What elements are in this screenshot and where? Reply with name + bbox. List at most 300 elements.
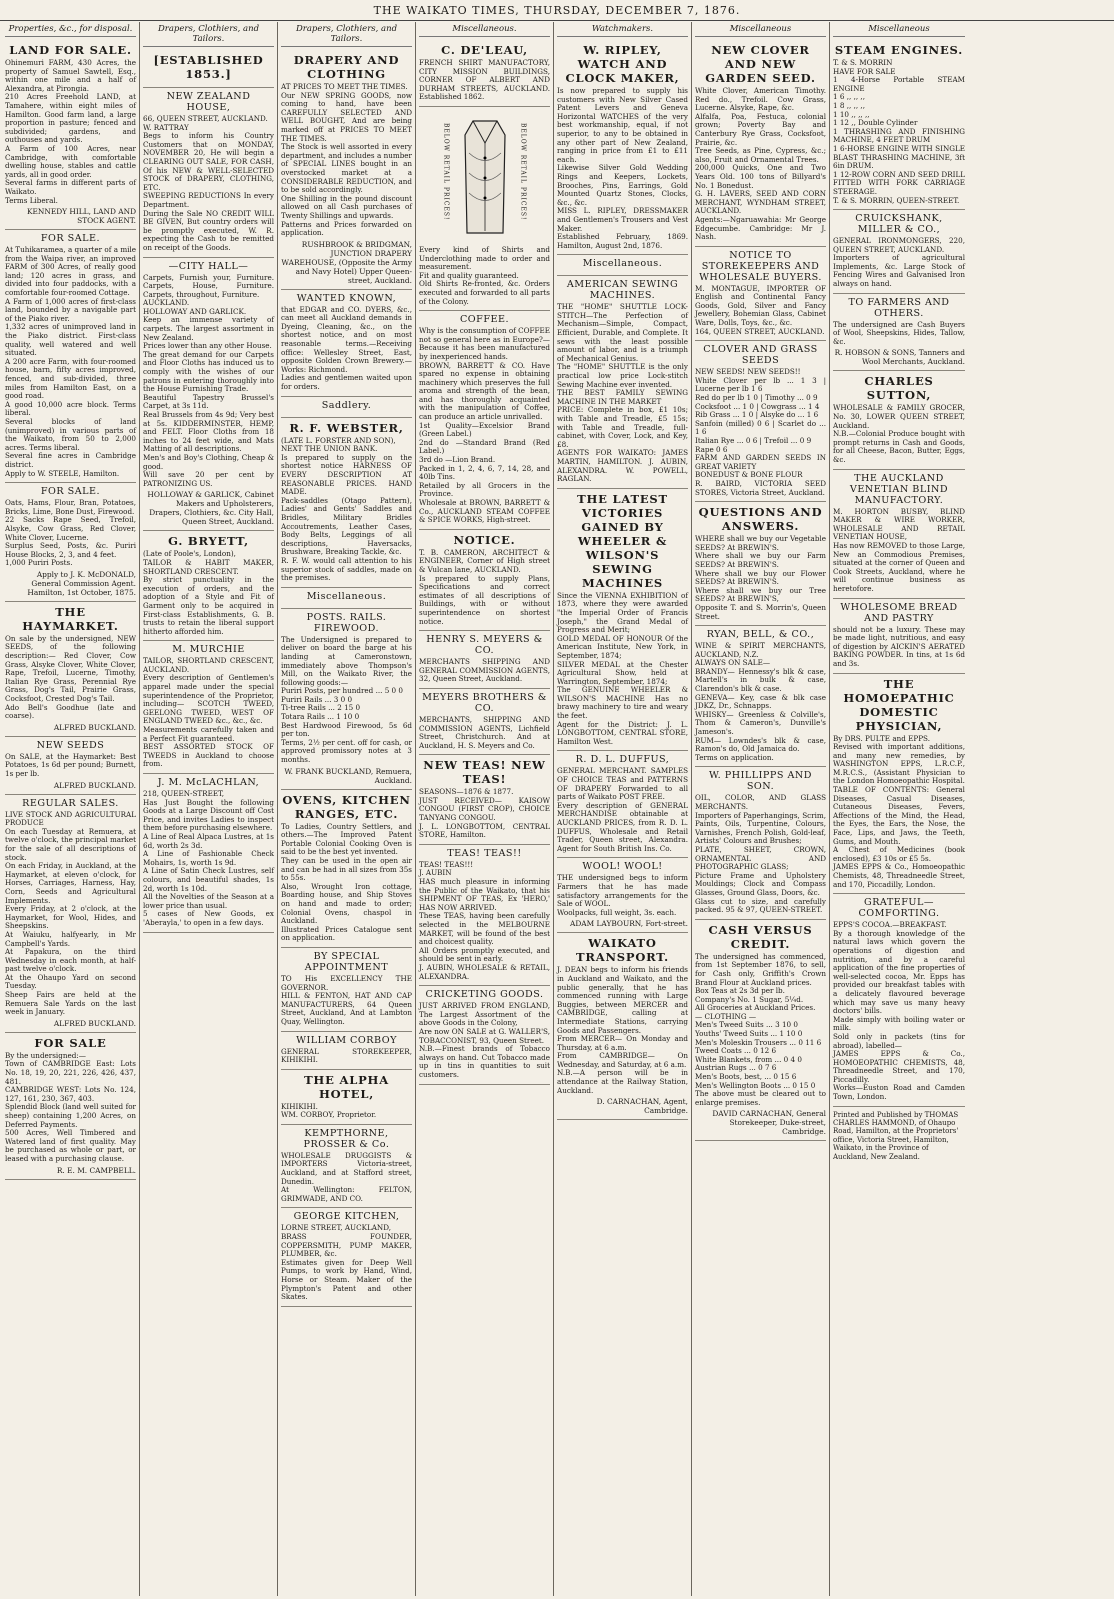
advertisement-title: THE LATEST VICTORIES GAINED BY WHEELER & WILSON'S SEWING MACHINES	[577, 491, 668, 590]
column-4	[416, 22, 554, 1596]
advertisement-text: A Line of Real Alpaca Lustres, at 1s 6d, worth 2s 3d.	[143, 831, 274, 850]
advertisement-text: A Chest of Medicines (book enclosed), £3 10s or £5 5s.	[833, 845, 965, 863]
advertisement	[833, 210, 965, 294]
advertisement	[281, 790, 412, 948]
advertisement-text: Also, Wrought Iron cottage, Boarding house, and Ship Stoves on hand and made to order; Colonial Ovens, chaspol in Auckland.	[281, 881, 412, 926]
advertisement-title: FOR SALE.	[40, 486, 101, 498]
advertisement-title: THE ALPHA HOTEL,	[304, 1072, 389, 1101]
advertisement	[695, 767, 826, 919]
advertisement-text: Austrian Rugs ... 0 7 6	[695, 1063, 777, 1073]
advertisement-text: Ti-tree Rails ... 2 15 0	[281, 703, 361, 713]
advertisement-text: Ohinemuri FARM, 430 Acres, the property of Samuel Sawtell, Esq., within one mile and a half of Alexandra, at Pirongia.	[5, 58, 136, 93]
advertisement	[281, 1032, 412, 1070]
advertisement	[557, 255, 688, 276]
advertisement-text: During the Sale NO CREDIT WILL BE GIVEN, But country orders will be promptly executed, W. R. expecting the Cash to be remitted on receipt of the Goods.	[143, 208, 274, 252]
advertisement-text: JAMES EPPS & Co., HOMOEOPATHIC CHEMISTS, 48, Threadneedle Street, and 170, Piccadilly.	[833, 1049, 965, 1084]
advertisement	[419, 631, 550, 689]
advertisement-text: Best Hardwood Firewood, 5s 6d per ton.	[281, 720, 412, 739]
advertisement-text: M. HORTON BUSBY, BLIND MAKER & WIRE WORKER, WHOLESALE AND RETAIL VENETIAN HOUSE,	[833, 506, 965, 542]
advertisement-signature: R. E. M. CAMPBELL.	[56, 1165, 136, 1175]
advertisement-text: Every Friday, at 2 o'clock, at the Haymarket, for Wool, Hides, and Sheepskins.	[5, 904, 136, 931]
advertisement-text: MISS L. RIPLEY, DRESSMAKER and Gentlemen's Trousers and Vest Maker.	[557, 206, 688, 233]
advertisement-text: 500 Acres, Well Timbered and Watered land of first quality. May be purchased as whole or part, or leased with a purchasing clause.	[5, 1128, 136, 1163]
advertisement-text: TAILOR, SHORTLAND CRESCENT, AUCKLAND.	[143, 656, 274, 674]
advertisement-text: A Farm of 100 Acres, near Cambridge, with comfortable dwelling house, stables and cattle yards, all in good order.	[5, 143, 136, 179]
advertisement-text: 1 6 ,, ,, ,,	[833, 92, 865, 102]
advertisement-text: WM. CORBOY, Proprietor.	[281, 1110, 377, 1120]
advertisement-text: WHISKY— Greenless & Colville's, Thom & Cameron's, Dunville's Jameson's.	[695, 709, 826, 737]
advertisement	[419, 845, 550, 986]
advertisement-text: Are now ON SALE at G. WALLER'S, TOBACCONIST, 93, Queen Street.	[419, 1026, 550, 1045]
advertisement	[281, 418, 412, 588]
advertisement-text: Importers of Paperhangings, Scrim, Paints, Oils, Turpentine, Colours, Varnishes, French Polish, Gold-leaf, Artists' Colours and Brushes;	[695, 810, 826, 846]
advertisement-text: Patterns and Prices forwarded on application.	[281, 219, 412, 238]
advertisement-text: White Clover, American Timothy. Red do., Trefoil. Cow Grass, Lucerne. Alsyke, Rape, &c.	[695, 86, 826, 113]
advertisement-text: Pack-saddles (Otago Pattern), Ladies' and Gents' Saddles and Bridles, Military Bridles Accoutrements, Leather Cases, Body Belts, Leggings of all descriptions, Haversacks, Brushware, Breaking Tackle, &c.	[281, 495, 412, 557]
advertisement-text: OIL, COLOR, AND GLASS MERCHANTS.	[695, 793, 826, 811]
advertisement-title: W. PHILLIPPS AND SON.	[709, 770, 812, 793]
advertisement-text: GOLD MEDAL OF HONOUR Of the American Institute, New York, in September, 1874;	[557, 633, 688, 660]
printer-imprint: Printed and Published by THOMAS CHARLES HAMMOND, of Ohaupo Road, Hamilton, at the Proprietors' office, Victoria Street, Hamilton, Waikato, in the Province of Auckland, New Zealand.	[833, 1110, 959, 1161]
advertisement-text: J. L. LONGBOTTOM, CENTRAL STORE, Hamilton.	[419, 821, 550, 840]
advertisement-text: Apply to W. STEELE, Hamilton.	[5, 468, 120, 478]
advertisement-title: WAIKATO TRANSPORT.	[576, 936, 669, 965]
advertisement-text: These TEAS, having been carefully selected in the MELBOURNE MARKET, will be found of the best and choicest quality.	[419, 911, 550, 947]
advertisement-text: Glass cut to size, and carefully packed. 95 & 97, QUEEN-STREET.	[695, 896, 826, 915]
advertisement-text: All the Novelties of the Season at a lower price than usual.	[143, 892, 274, 910]
advertisement-text: 1,000 Puriri Posts.	[5, 558, 73, 568]
advertisement-text: N.B.—Colonial Produce bought with prompt returns in Cash and Goods, for all Cheese, Bacon, Butter, Eggs, &c.	[833, 429, 965, 464]
advertisement-columns	[2, 22, 1112, 1596]
advertisement-text: To Ladies, Country Settlers, and others.—The Improved Patent Portable Colonial Cooking Oven is said to be the best yet invented.	[281, 821, 412, 857]
advertisement-text: A Farm of 1,000 acres of first-class land, bounded by a navigable part of the Piako river.	[5, 296, 136, 323]
advertisement-text: Ado Bell's Goodhue (late and coarse).	[5, 702, 136, 721]
advertisement-text: SWEEPING REDUCTIONS In every Department.	[143, 191, 274, 209]
advertisement	[419, 530, 550, 631]
column-heading: Miscellaneous	[695, 22, 826, 37]
advertisement-signature: HOLLOWAY & GARLICK, Cabinet Makers and Upholsterers, Drapers, Clothiers, &c. City Hall, Queen Street, Auckland.	[147, 490, 274, 527]
advertisement-text: 1 10 ,, ,, ,,	[833, 109, 870, 119]
advertisement-text: Likewise Silver Gold Wedding Rings and Keepers, Lockets, Brooches, Pins, Earrings, Gold Mounted Quartz Stones, Clocks, &c., &c.	[557, 163, 688, 207]
advertisement-text: Retailed by all Grocers in the Province.	[419, 480, 550, 499]
advertisement-text: Rape 0 6	[695, 444, 728, 454]
advertisement-title: W. RIPLEY, WATCH AND CLOCK MAKER,	[565, 43, 680, 85]
advertisement	[281, 50, 412, 290]
advertisement-text: 1 4-Horse Portable STEAM ENGINE	[833, 75, 965, 93]
advertisement-text: 66, QUEEN STREET, AUCKLAND.	[143, 114, 268, 123]
shirt-illustration	[443, 113, 527, 243]
advertisement-text: TEAS! TEAS!!!	[419, 859, 474, 869]
column-heading: Properties, &c., for disposal.	[5, 22, 136, 37]
advertisement-text: Italian Rye ... 0 6 | Trefoil ... 0 9	[695, 436, 812, 445]
advertisement-signature: ALFRED BUCKLAND.	[53, 722, 136, 732]
advertisement-title: CLOVER AND GRASS SEEDS	[703, 344, 818, 367]
column-3	[278, 22, 416, 1596]
advertisement-text: Why is the consumption of COFFEE not so general here as in Europe?—Because it has been manufactured by inexperienced hands.	[419, 326, 550, 361]
advertisement-text: AGENTS FOR WAIKATO: JAMES MARTIN, HAMILTON. J. AUBIN, ALEXANDRA. W. POWELL, RAGLAN.	[557, 448, 688, 484]
advertisement	[281, 588, 412, 609]
advertisement-title: COFFEE.	[459, 314, 510, 326]
advertisement-text: Company's No. 1 Sugar, 5¼d.	[695, 994, 804, 1004]
advertisement-text: TO His EXCELLENCY THE GOVERNOR.	[281, 973, 412, 992]
advertisement-text: J. AUBIN	[419, 868, 452, 878]
advertisement-text: On SALE, at the Haymarket: Best Potatoes, 1s 6d per pound; Burnett, 1s per lb.	[5, 751, 136, 778]
advertisement-title: C. DE'LEAU,	[441, 43, 528, 57]
advertisement-text: Alfalfa, Poa, Festuca, colonial grown; Poverty Bay and Canterbury Rye Grass, Cocksfoot, Prairie, &c.	[695, 111, 826, 147]
column-1	[2, 22, 140, 1596]
advertisement-text: Every description of GENERAL MERCHANDISE obtainable at AUCKLAND PRICES, from R. D. L. DUFFUS, Wholesale and Retail Trader, Queen street, Alexandra. Agent for South British Ins. Co.	[557, 800, 688, 853]
advertisement-title: HENRY S. MEYERS & CO.	[426, 634, 543, 657]
advertisement	[557, 40, 688, 255]
advertisement	[143, 531, 274, 641]
advertisement-title: WOOL! WOOL!	[582, 861, 663, 873]
advertisement-text: GENERAL STOREKEEPER, KIHIKIHI.	[281, 1046, 412, 1065]
advertisement-title: NEW CLOVER AND NEW GARDEN SEED.	[705, 43, 816, 85]
advertisement-text: Tweed Coats ... 0 12 6	[695, 1046, 777, 1056]
column-heading: Miscellaneous.	[419, 22, 550, 37]
advertisement-text: Is prepared to supply on the shortest notice HARNESS OF EVERY DESCRIPTION AT REASONABLE PRICES. HAND MADE.	[281, 452, 412, 497]
advertisement-text: BONEDUST & BONE FLOUR	[695, 470, 803, 480]
advertisement-text: Has Just Bought the following Goods at a Large Discount off Cost Price, and invites Ladies to inspect them before purchasing elsewhere.	[143, 797, 274, 833]
advertisement-text: HILL & FENTON, HAT AND CAP MANUFACTURERS, 64 Queen Street, Auckland, And at Lambton Quay, Wellington.	[281, 991, 412, 1026]
advertisement-text: 210 Acres Freehold LAND, at Tamahere, within eight miles of Hamilton. Good farm land, a large proportion in pasture; fenced and subdivided; gardens, and outhouses and yards.	[5, 92, 136, 145]
advertisement	[419, 107, 550, 311]
advertisement-text: (LATE L. FORSTER AND SON),	[281, 435, 396, 445]
advertisement-text: All Orders promptly executed, and should be sent in early.	[419, 945, 550, 964]
advertisement	[143, 641, 274, 774]
advertisement-text: FARM AND GARDEN SEEDS IN GREAT VARIETY	[695, 453, 826, 471]
advertisement-text: 1 12-ROW CORN AND SEED DRILL FITTED WITH FORK CARRIAGE STEERAGE.	[833, 169, 965, 196]
advertisement-title: TO FARMERS AND OTHERS.	[848, 296, 950, 319]
advertisement-text: 1 8 ,, ,, ,,	[833, 100, 865, 110]
advertisement	[419, 986, 550, 1084]
advertisement-title: THE HAYMARKET.	[22, 604, 119, 633]
advertisement-text: The above must be cleared out to enlarge premises.	[695, 1089, 826, 1107]
advertisement-text: M. MONTAGUE, IMPORTER OF English and Continental Fancy Goods, Gold, Silver and Fancy Jewellery, Bohemian Glass, Cabinet Ware, Dolls, Toys, &c., &c.	[695, 283, 826, 328]
advertisement-title: J. M. McLACHLAN,	[157, 777, 260, 788]
advertisement	[833, 294, 965, 372]
advertisement-text: RUM— Lowndes's blk & case, Ramon's do, Old Jamaica do.	[695, 735, 826, 754]
advertisement-text: Men's Tweed Suits ... 3 10 0	[695, 1020, 798, 1030]
advertisement-title: Miscellaneous.	[306, 590, 387, 602]
advertisement-text: Agent for the District: J. L. LONGBOTTOM, CENTRAL STORE, Hamilton West.	[557, 719, 688, 746]
advertisement-text: Box Teas at 2s 3d per lb.	[695, 986, 785, 996]
advertisement-text: LIVE STOCK AND AGRICULTURAL PRODUCE	[5, 809, 136, 828]
column-heading: Miscellaneous	[833, 22, 965, 37]
advertisement-text: On sale by the undersigned, NEW SEEDS, of the following description:— Red Clover, Cow Grass, Alsyke Clover, White Clover, Rape, Trefoil, Lucerne, Timothy, Italian Rye Grass, Perennial Rye Grass, Dog's Tail, Prairie Grass, Cocksfoot, Crested Dog's Tail.	[5, 633, 136, 704]
advertisement-title: DRAPERY AND CLOTHING	[293, 53, 400, 81]
advertisement-text: All Groceries at Auckland Prices.	[695, 1003, 816, 1013]
advertisement-signature: W. FRANK BUCKLAND, Remuera, Auckland.	[284, 766, 412, 785]
column-5	[554, 22, 692, 1596]
advertisement	[695, 626, 826, 767]
advertisement	[143, 774, 274, 933]
advertisement-text: 1st Quality—Excelsior Brand (Green Label.)	[419, 420, 550, 439]
advertisement-text: GENERAL MERCHANT. SAMPLES OF CHOICE TEAS and PATTERNS OF DRAPERY Forwarded to all parts of Waikato POST FREE.	[557, 766, 688, 802]
advertisement-text: BEST ASSORTED STOCK OF TWEEDS in Auckland to choose from.	[143, 742, 274, 769]
advertisement-text: Men's Wellington Boots ... 0 15 0	[695, 1080, 816, 1090]
advertisement-title: QUESTIONS AND ANSWERS.	[698, 505, 823, 534]
advertisement-text: Carpets, Furnish your, Furniture. Carpets, House, Furniture. Carpets, throughout, Furniture.	[143, 272, 274, 299]
advertisement	[281, 397, 412, 418]
advertisement-title: WILLIAM CORBOY	[296, 1034, 397, 1046]
advertisement-text: should not be a luxury. These may be made light, nutritious, and easy of digestion by AICKIN'S AERATED BAKING POWDER. In tins, at 1s 6d and 3s.	[833, 624, 965, 668]
advertisement-text: 2nd do —Standard Brand (Red Label.)	[419, 437, 550, 456]
advertisement-text: Established February, 1869. Hamilton, August 2nd, 1876.	[557, 232, 688, 250]
advertisement-text: Is prepared to supply Plans, Specifications and correct estimates of all descriptions of Buildings, with or without superintendence on shortest notice.	[419, 573, 550, 626]
advertisement-text: BRANDY— Hennessy's blk & case, Martell's in bulk & case, Clarendon's blk & case.	[695, 666, 826, 694]
advertisement-title: THE AUCKLAND VENETIAN BLIND MANUFACTORY.	[849, 472, 949, 506]
advertisement-text: Sold only in packets (tins for abroad), labelled—	[833, 1031, 965, 1050]
advertisement-text: 3rd do —Lion Brand.	[419, 455, 496, 465]
advertisement-text: Will save 20 per cent by PATRONIZING US.	[143, 470, 274, 488]
advertisement-title: NOTICE.	[453, 532, 516, 547]
advertisement-text: Agents:—Ngaruawahia: Mr George Edgecumbe. Cambridge: Mr J. Nash.	[695, 214, 826, 242]
advertisement-title: FOR SALE	[34, 1035, 107, 1050]
advertisement-text: Importers of agricultural Implements, &c. Large Stock of Fencing Wires and Galvanised Iron always on hand.	[833, 253, 965, 289]
advertisement-text: Town of CAMBRIDGE East: Lots No. 18, 19, 20, 221, 226, 426, 437, 481.	[5, 1059, 136, 1086]
advertisement-text: W. RATTRAY	[143, 122, 189, 132]
advertisement-text: BROWN, BARRETT & CO. Have spared no expense in obtaining machinery which preserves the full aroma and strength of the bean, and has thoroughly acquainted with the manipulation of Coffee, can produce an article unrivalled.	[419, 360, 550, 422]
advertisement-text: THE BEST FAMILY SEWING MACHINE IN THE MARKET	[557, 388, 688, 406]
advertisement-text: Beautiful Tapestry Brussel's Carpet, at 3s 11d.	[143, 392, 274, 411]
column-6	[692, 22, 830, 1596]
advertisement-text: — CLOTHING —	[695, 1011, 757, 1021]
column-heading: Watchmakers.	[557, 22, 688, 37]
advertisement-text: Sanfoin (milled) 0 6 | Scarlet do ... 1 6	[695, 418, 826, 437]
advertisement-text: Surplus Seed, Posts, &c. Puriri House Blocks, 2, 3, and 4 feet.	[5, 541, 136, 559]
advertisement-title: REGULAR SALES.	[22, 797, 119, 809]
advertisement-text: Old Shirts Re-fronted, &c. Orders executed and forwarded to all parts of the Colony.	[419, 279, 550, 306]
advertisement-text: Totara Rails ... 1 10 0	[281, 712, 360, 722]
advertisement-text: JAMES EPPS & Co., Homoeopathic Chemists, 48, Threadneedle Street, and 170, Piccadilly, London.	[833, 862, 965, 889]
advertisement-text: R. F. W. would call attention to his superior stock of saddles, made on the premises.	[281, 555, 412, 583]
advertisement-text: Splendid Block (land well suited for sheep) containing 1,200 Acres, on Deferred Payments.	[5, 1102, 136, 1129]
advertisement-title: R. F. WEBSTER,	[289, 420, 404, 435]
advertisement-text: NEW SEEDS! NEW SEEDS!!	[695, 367, 801, 377]
advertisement-text: WHOLESALE & FAMILY GROCER, No. 30, LOWER QUEEN STREET, Auckland.	[833, 403, 965, 430]
advertisement-text: From CAMBRIDGE— On Wednesday, and Saturday, at 6 a.m.	[557, 1051, 688, 1069]
advertisement-text: 22 Sacks Rape Seed, Trefoil, Alsyke, Cow Grass, Red Clover, White Clover, Lucerne.	[5, 515, 136, 542]
advertisement	[833, 40, 965, 210]
advertisement-text: Prices lower than any other House.	[143, 341, 272, 351]
advertisement-text: Several blocks of land (unimproved) in various parts of the Waikato, from 50 to 2,000 acres. Terms liberal.	[5, 416, 136, 452]
advertisement-text: T. & S. MORRIN	[833, 58, 893, 67]
advertisement	[143, 50, 274, 88]
advertisement-text: The GENUINE WHEELER & WILSON'S MACHINE Has no brawy machinery to tire and weary the feet.	[557, 685, 688, 721]
advertisement-text: R. BAIRD, VICTORIA SEED STORES, Victoria Street, Auckland.	[695, 478, 826, 497]
advertisement-text: ALWAYS ON SALE—	[695, 658, 771, 668]
advertisement-text: 1,332 acres of unimproved land in the Piako district. First-class quality, well watered and well situated.	[5, 322, 136, 358]
advertisement-text: Is now prepared to supply his customers with New Silver Cased Patent Levers and Geneva Horizontal WATCHES of the very best workmanship, equal, if not superior, to any to be obtained in any other part of New Zealand, ranging in price from £1 to £11 each.	[557, 86, 688, 164]
advertisement	[281, 609, 412, 790]
advertisement-title: KEMPTHORNE, PROSSER & Co.	[303, 1127, 390, 1150]
advertisement-text: Terms on application.	[695, 752, 774, 762]
advertisement-text: On each Tuesday at Remuera, at twelve o'clock, the principal market for the sale of all descriptions of stock.	[5, 826, 136, 862]
advertisement-text: By the undersigned:—	[5, 1050, 86, 1060]
advertisement-text: Keep an immense variety of carpets. The largest assortment in New Zealand.	[143, 315, 274, 342]
advertisement-title: STEAM ENGINES.	[834, 43, 964, 57]
advertisement-text: TAILOR & HABIT MAKER, SHORTLAND CRESCENT.	[143, 557, 274, 576]
advertisement-text: Packed in 1, 2, 4, 6, 7, 14, 28, and 40lb Tins.	[419, 463, 550, 482]
advertisement	[419, 311, 550, 530]
advertisement-text: Has now REMOVED to those Large, New an Commodious Premises, situated at the corner of Queen and Cook Streets, Auckland, where he will continue business as heretofore.	[833, 540, 965, 593]
advertisement-title: WANTED KNOWN,	[296, 292, 397, 304]
column-heading: Drapers, Clothiers, and Tailors.	[281, 22, 412, 47]
advertisement-title: NEW ZEALAND HOUSE,	[166, 91, 251, 113]
advertisement-text: Begs to inform his Country Customers that on MONDAY, NOVEMBER 20, He will begin a CLEARING OUT SALE, FOR CASH, Of his NEW & WELL-SELECTED STOCK of DRAPERY, CLOTHING, ETC.	[143, 131, 274, 192]
advertisement-text: Picture Frame and Upholstery Mouldings; Clock and Compass Glasses, Ground Glass, Doors, &c.	[695, 870, 826, 897]
advertisement-text: At Wellington: FELTON, GRIMWADE, AND CO.	[281, 1185, 412, 1203]
advertisement-title: R. D. L. DUFFUS,	[575, 754, 670, 766]
advertisement-text: GENEVA— Key, case & blk case JDKZ, Dr., Schnapps.	[695, 692, 826, 711]
advertisement-signature: ADAM LAYBOURN, Fort-street.	[570, 919, 688, 929]
advertisement-text: Estimates given for Deep Well Pumps, to work by Hand, Wind, Horse or Steam. Maker of the Plympton's Patent and other Skates.	[281, 1257, 412, 1302]
advertisement-title: CASH VERSUS CREDIT.	[708, 922, 813, 951]
advertisement-text: 164, QUEEN STREET, AUCKLAND.	[695, 326, 825, 336]
advertisement	[5, 483, 136, 602]
advertisement-text: Where shall we buy our Tree SEEDS? At BREWIN'S,	[695, 585, 826, 604]
advertisement-title: CRICKETING GOODS.	[425, 989, 544, 1001]
advertisement-text: SEASONS—1876 & 1877.	[419, 787, 514, 797]
advertisement-text: 5 cases of New Goods, ex 'Aberayla,' to open in a few days.	[143, 909, 274, 927]
advertisement	[695, 920, 826, 1142]
advertisement	[557, 858, 688, 933]
column-heading: Drapers, Clothiers, and Tailors.	[143, 22, 274, 47]
advertisement-title: TEAS! TEAS!!	[447, 847, 522, 859]
advertisement-text: They can be used in the open air and can be had in all sizes from 35s to 55s.	[281, 856, 412, 883]
advertisement	[833, 470, 965, 599]
advertisement-title: G. BRYETT,	[168, 534, 249, 549]
shirt-side-label-right: BELOW RETAIL PRICES!	[519, 122, 527, 221]
advertisement-text: Sheep Fairs are held at the Remuera Sale Yards on the last week in January.	[5, 990, 136, 1017]
advertisement-text: Illustrated Prices Catalogue sent on application.	[281, 924, 412, 943]
advertisement-text: HOLLOWAY AND GARLICK.	[143, 306, 247, 316]
advertisement-text: Our NEW SPRING GOODS, now coming to hand, have been CAREFULLY SELECTED AND WELL BOUGHT, And are being marked off at PRICES TO MEET THE TIMES.	[281, 90, 412, 143]
advertisement-text: White Clover per lb ... 1 3 | Lucerne per lb 1 6	[695, 375, 826, 394]
advertisement-text: Woolpacks, full weight, 3s. each.	[557, 907, 677, 917]
advertisement-text: By DRS. PULTE and EPPS.	[833, 733, 930, 743]
advertisement-text: At the Ohaupo Yard on second Tuesday.	[5, 972, 136, 991]
advertisement-text: By strict punctuality in the execution of orders, and the adoption of a Style and Fit of Garment only to be acquired in First-class Establishments, G. B. trusts to retain the liberal support hitherto afforded him.	[143, 575, 274, 636]
advertisement	[695, 341, 826, 502]
advertisement-title: —CITY HALL—	[168, 260, 249, 272]
advertisement-text: MERCHANTS, SHIPPING AND COMMISSION AGENTS, Lichfield Street, Christchurch. And at Auckland, H. S. Meyers and Co.	[419, 714, 550, 750]
advertisement-title: Saddlery.	[321, 399, 372, 411]
advertisement-text: Wholesale at BROWN, BARRETT & Co., AUCKLAND STEAM COFFEE & SPICE WORKS, High-street.	[419, 498, 550, 525]
advertisement	[143, 258, 274, 532]
advertisement	[5, 1033, 136, 1180]
advertisement-text: The "HOME" SHUTTLE is the only practical low price Lock-stitch Sewing Machine ever invented.	[557, 362, 688, 389]
advertisement-text: AT PRICES TO MEET THE TIMES.	[281, 82, 408, 91]
advertisement-text: Men's Boots, best, ... 0 15 6	[695, 1072, 797, 1082]
advertisement-title: M. MURCHIE	[172, 644, 245, 656]
advertisement-title: CRUICKSHANK, MILLER & CO.,	[855, 213, 943, 236]
advertisement-text: At Waiuku, halfyearly, in Mr Campbell's Yards.	[5, 929, 136, 948]
advertisement-signature: ALFRED BUCKLAND.	[53, 780, 136, 790]
advertisement-text: By a thorough knowledge of the natural laws which govern the operations of digestion and nutrition, and by a careful application of the fine properties of well-selected cocoa, Mr. Epps has provided our breakfast tables with a delicately flavoured beverage which may save us many heavy doctors' bills.	[833, 928, 965, 1016]
advertisement	[5, 40, 136, 230]
advertisement	[143, 88, 274, 258]
advertisement-text: 1 THRASHING AND FINISHING MACHINE, 4 FEET DRUM	[833, 126, 965, 145]
advertisement	[5, 737, 136, 795]
advertisement-text: Opposite T. and S. Morrin's, Queen Street.	[695, 602, 826, 621]
advertisement-text: The undersigned has commenced, from 1st September 1876, to sell, for Cash only, Griffith's Crown Brand Flour at Auckland prices.	[695, 951, 826, 987]
advertisement-text: A Line of Satin Check Lustres, self colours, and beautiful shades, 1s 2d, worth 1s 10d.	[143, 866, 274, 893]
advertisement-signature: RUSHBROOK & BRIDGMAN, JUNCTION DRAPERY WAREHOUSE, (Opposite the Army and Navy Hotel) Upper Queen-street, Auckland.	[281, 239, 412, 285]
advertisement	[419, 40, 550, 107]
advertisement-text: G. H. LAVERS, SEED AND CORN MERCHANT, WYNDHAM STREET, AUCKLAND.	[695, 189, 826, 216]
advertisement-title: NOTICE TO STOREKEEPERS AND WHOLESALE BUYERS.	[699, 249, 822, 283]
advertisement	[281, 1070, 412, 1125]
advertisement-text: THE "HOME" SHUTTLE LOCK-STITCH—The Perfection of Mechanism—Simple, Compact, Efficient, Durable, and Complete. It sews with the least possible amount of labor, and is a triumph of Mechanical Genius.	[557, 302, 688, 363]
advertisement-text: The Stock is well assorted in every department, and includes a number of SPECIAL LINES bought in an overstocked market at a CONSIDERABLE REDUCTION, and to be sold accordingly.	[281, 142, 412, 195]
advertisement	[557, 933, 688, 1120]
advertisement-text: Puriri Rails ... 3 0 0	[281, 694, 353, 704]
advertisement	[419, 689, 550, 755]
advertisement-text: WINE & SPIRIT MERCHANTS, AUCKLAND, N.Z.	[695, 641, 826, 659]
advertisement-text: T. B. CAMERON, ARCHITECT & ENGINEER, Corner of High street & Vulcan lane, AUCKLAND.	[419, 547, 550, 574]
advertisement	[833, 674, 965, 895]
advertisement-text: The Undersigned is prepared to deliver on board the barge at his landing at Cameronstown, immediately above Thompson's Mill, on the Waikato River, the following goods:—	[281, 634, 412, 687]
advertisement-text: Men's Moleskin Trousers ... 0 11 6	[695, 1037, 822, 1047]
shirt-icon	[443, 113, 527, 243]
advertisement-text: White Blankets, from ... 0 4 0	[695, 1054, 802, 1064]
advertisement-text: that EDGAR and CO. DYERS, &c., can meet all Auckland demands in Dyeing, Cleaning, &c., on the shortest notice, and on most reasonable terms.—Receiving office: Wellesley Street, East, opposite Golden Crown Brewery.—Works: Richmond.	[281, 304, 412, 374]
advertisement-text: At Papakura, on the third Wednesday in each month, at half-past twelve o'clock.	[5, 947, 136, 974]
advertisement-text: GENERAL IRONMONGERS, 220, QUEEN STREET, AUCKLAND.	[833, 236, 965, 254]
advertisement-text: CAMBRIDGE WEST: Lots No. 124, 127, 161, 230, 367, 403.	[5, 1085, 136, 1103]
advertisement-text: HAS much pleasure in informing the Public of the Waikato, that his SHIPMENT OF TEAS, Ex 'HERO,' HAS NOW ARRIVED.	[419, 877, 550, 912]
advertisement-text: PLATE, SHEET, CROWN, ORNAMENTAL AND PHOTOGRAPHIC GLASS;	[695, 844, 826, 872]
advertisement-text: Terms, 2½ per cent. off for cash, or approved promissory notes at 3 months.	[281, 737, 412, 765]
advertisement-text: WHERE shall we buy our Vegetable SEEDS? At BREWIN'S.	[695, 534, 826, 552]
advertisement-text: Red do per lb 1 0 | Timothy ... 0 9	[695, 393, 818, 403]
advertisement-text: AUCKLAND.	[143, 298, 190, 308]
advertisement-title: RYAN, BELL, & CO.,	[706, 629, 815, 641]
advertisement-text: Several fine acres in Cambridge district.	[5, 451, 136, 469]
advertisement	[557, 751, 688, 858]
advertisement-signature: KENNEDY HILL, LAND AND STOCK AGENT.	[27, 207, 136, 226]
advertisement-text: The great demand for our Carpets and Floor Cloths has induced us to comply with the wishes of our patrons in entering thoroughly into the House Furnishing Trade.	[143, 349, 274, 394]
advertisement-text: NEXT THE UNION BANK.	[281, 444, 378, 454]
advertisement-text: On each Friday, in Auckland, at the Haymarket, at eleven o'clock, for Horses, Carriages, Harness, Hay, Corn, Seeds and Agricultural Implements.	[5, 861, 136, 905]
advertisement	[833, 599, 965, 674]
advertisement-text: Every kind of Shirts and Underclothing made to order and measurement.	[419, 244, 550, 272]
advertisement	[5, 795, 136, 1033]
advertisement-text: Revised with important additions, and many new remedies, by WASHINGTON EPPS, L.R.C.P., M.R.C.S., (Assistant Physician to the London Homoeopathic Hospital.	[833, 742, 965, 786]
advertisement-text: Oats, Hams, Flour, Bran, Potatoes, Bricks, Lime, Bone Dust, Firewood.	[5, 498, 136, 516]
advertisement-text: Where shall we buy our Flower SEEDS? At BREWIN'S.	[695, 568, 826, 587]
advertisement-title: THE HOMOEPATHIC DOMESTIC PHYSICIAN,	[843, 676, 955, 733]
advertisement-text: Since the VIENNA EXHIBITION of 1873, where they were awarded "the Imperial Order of Francis Joseph," the Grand Medal of Progress and Merit;	[557, 590, 688, 635]
advertisement-text: Men's and Boy's Clothing, Cheap & good.	[143, 452, 274, 471]
column-7	[830, 22, 968, 1596]
advertisement-text: Terms Liberal.	[5, 195, 58, 205]
advertisement-text: The undersigned are Cash Buyers of Wool, Sheepskins, Hides, Tallow, &c.	[833, 319, 965, 346]
advertisement-text: Puriri Posts, per hundred ... 5 0 0	[281, 686, 403, 696]
advertisement-text: HAVE FOR SALE	[833, 66, 896, 76]
advertisement	[833, 894, 965, 1106]
advertisement-text: T. & S. MORRIN, QUEEN-STREET.	[833, 195, 960, 205]
advertisement-text: A 200 acre Farm, with four-roomed house, barn, fifty acres improved, fenced, and sub-divided, three miles from Hamilton East, on a good road.	[5, 356, 136, 401]
advertisement-text: A good 10,000 acre block. Terms liberal.	[5, 399, 136, 418]
advertisement-text: One Shilling in the pound discount allowed on all Cash purchases of Twenty Shillings and upwards.	[281, 193, 412, 220]
advertisement-text: 1 12 ,, Double Cylinder	[833, 118, 918, 128]
shirt-side-label-left: BELOW RETAIL PRICES!	[442, 122, 450, 221]
advertisement-text: JUST ARRIVED FROM ENGLAND, The Largest Assortment of the above Goods in the Colony,	[419, 1001, 550, 1028]
newspaper-masthead	[0, 0, 1114, 21]
